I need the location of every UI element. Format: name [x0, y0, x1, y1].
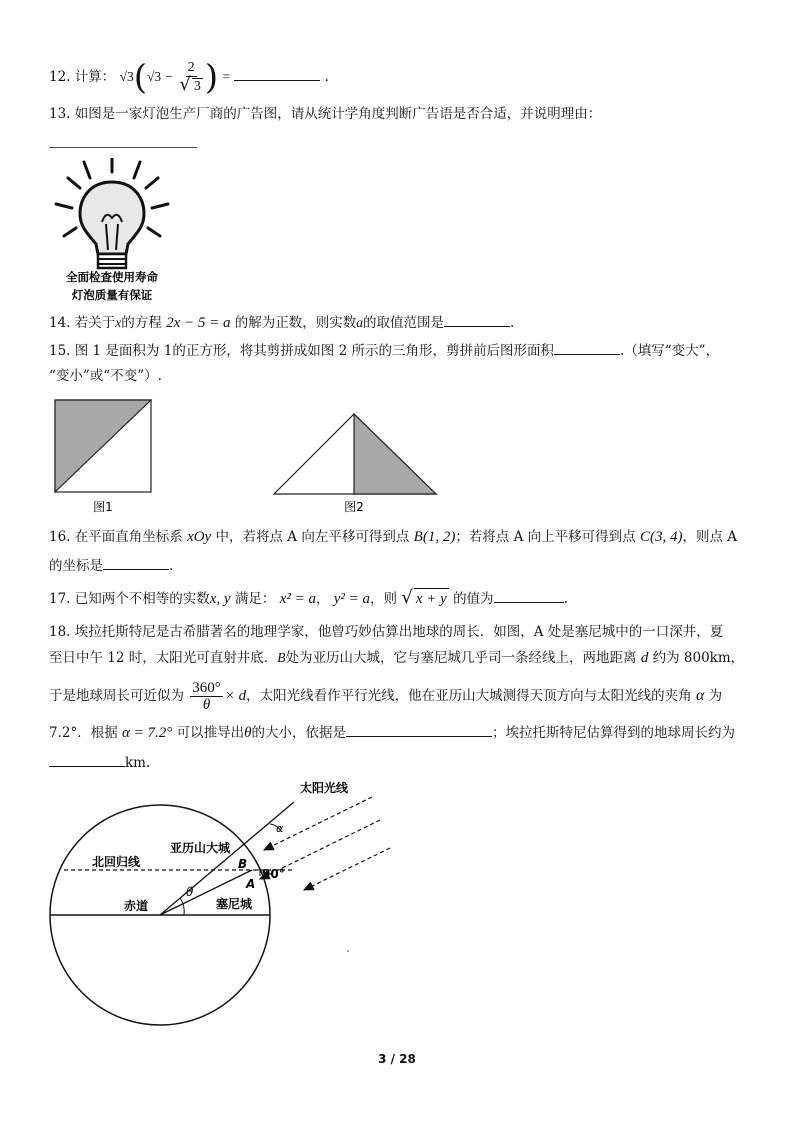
q17-answer-blank[interactable] [494, 588, 564, 603]
q12-numerator: 2 [187, 60, 195, 75]
q17-text-2: 满足： [234, 591, 276, 607]
sun-ray-3 [304, 848, 390, 890]
q18-text-4a: 7.2°．根据 [49, 725, 118, 741]
q18-theta: θ [244, 725, 252, 741]
q17-radical-sign: √ [401, 587, 413, 608]
label-sun-rays: 太阳光线 [300, 781, 349, 795]
q18-text-2e: 约为 800km， [652, 650, 745, 666]
question-18-line2 [49, 648, 744, 668]
q17-text-3: ，则 [370, 591, 398, 607]
q18-var-d: d [640, 650, 649, 666]
q12-denominator: √ 3 [179, 74, 201, 95]
q18-frac-den: θ [202, 697, 211, 713]
label-point-a: A [246, 877, 256, 891]
q18-text-5: km. [125, 755, 151, 771]
ad-caption-line2: 灯泡质量有保证 [71, 288, 153, 302]
q18-times-d: × d [224, 688, 247, 704]
q15-text-1: 15. 图 1 是面积为 1的正方形，将其剪拼成如图 2 所示的三角形，剪拼前后图形面积 [49, 343, 554, 359]
q18-text-1: 18. 埃拉托斯特尼是古希腊著名的地理学家，他曾巧妙估算出地球的周长．如图，A 处是塞尼城中的一口深井，夏 [49, 624, 724, 640]
q12-answer-blank[interactable] [234, 66, 320, 81]
q12-right-paren: ) [204, 57, 219, 98]
question-14 [49, 312, 514, 333]
q16-text-1: 16. 在平面直角坐标系 [49, 529, 183, 545]
q16-text-2: 中，若将点 A 向左平移可得到点 [215, 529, 410, 545]
bulb-base [98, 254, 126, 268]
q17-vars: x, y [209, 591, 231, 607]
q18-text-3a: 于是地球周长可近似为 [49, 688, 184, 704]
q17-eq-1: x² = a [279, 591, 316, 607]
ray-line [148, 228, 160, 236]
q16-end: . [169, 558, 174, 574]
q17-sep: ， [315, 591, 330, 607]
q16-point-c: C(3, 4) [639, 529, 683, 545]
q12-fraction [179, 60, 202, 95]
q16-xoy: xOy [187, 529, 212, 545]
label-90-degree: 90° [262, 867, 285, 881]
q16-text-3: ；若将点 A 向上平移可得到点 [455, 529, 636, 545]
q16-point-b: B(1, 2) [413, 529, 456, 545]
q12-sqrt3-inner: √3 [147, 69, 162, 84]
q18-text-4c: 可以推导出 [176, 725, 245, 741]
label-tropic: 北回归线 [92, 855, 141, 869]
right-angle-mark [254, 870, 260, 876]
question-18-line3 [49, 676, 722, 716]
q16-answer-blank[interactable] [103, 555, 169, 570]
q18-text-4e: ；埃拉托斯特尼估算得到的地球周长约为 [491, 725, 735, 741]
q18-text-2c: 处为亚历山大城，它与塞尼城几乎司一条经线上，两地距离 [285, 650, 637, 666]
question-18-line1 [49, 622, 723, 642]
q12-prefix: 12. 计算： [49, 69, 116, 85]
question-18-line5 [49, 752, 150, 773]
q18-var-b: B [277, 650, 286, 665]
q18-frac-num: 360° [192, 680, 221, 696]
ray-line [152, 204, 168, 208]
fig2-shaded-part [354, 414, 436, 494]
q18-text-2a: 至日中午 12 时，太阳光可直射井底． [49, 650, 278, 666]
q13-answer-blank[interactable] [49, 147, 197, 148]
fig1-label: 图1 [93, 500, 113, 514]
fig2-label: 图2 [344, 500, 364, 514]
q18-alpha-value: α = 7.2° [122, 725, 173, 741]
q14-text-2: 的方程 [121, 315, 162, 331]
q14-equation: 2x − 5 = a [166, 315, 231, 331]
q14-text-1: 14. 若关于 [49, 315, 116, 331]
question-15-line1 [49, 340, 719, 361]
q17-text-1: 17. 已知两个不相等的实数 [49, 591, 210, 607]
label-syene: 塞尼城 [216, 897, 253, 911]
q18-fraction [190, 680, 223, 713]
theta-arc [180, 898, 184, 915]
q14-text-3: 的解为正数，则实数 [234, 315, 357, 331]
q17-end: . [563, 591, 568, 607]
label-equator: 赤道 [124, 899, 149, 913]
q17-eq-2: y² = a [333, 591, 371, 607]
label-alexandria: 亚历山大城 [170, 841, 231, 855]
question-15-line2 [49, 366, 162, 386]
ray-line [68, 178, 80, 188]
question-16-line1 [49, 527, 737, 547]
q18-basis-blank[interactable] [346, 722, 492, 737]
ray-line [64, 228, 76, 236]
q16-text-5: 的坐标是 [49, 558, 103, 574]
q18-circumference-blank[interactable] [49, 752, 125, 767]
ad-caption-line1: 全面检查使用寿命 [66, 270, 158, 284]
ray-line [146, 178, 158, 188]
q17-radicand: x + y [414, 588, 449, 609]
q12-equals: = [222, 69, 231, 84]
q16-text-4: ，则点 A [682, 529, 737, 545]
label-point-b: B [238, 857, 248, 871]
q15-text-2: “变小”或“不变”）. [49, 368, 162, 384]
q13-text: 13. 如图是一家灯泡生产厂商的广告图，请从统计学角度判断广告语是否合适，并说明理由： [49, 106, 602, 122]
q12-minus: − [165, 69, 174, 84]
q15-text-1-end: .（填写“变大”， [619, 343, 720, 359]
q14-end: . [510, 315, 515, 331]
q14-answer-blank[interactable] [444, 312, 510, 327]
label-theta: θ [186, 885, 194, 899]
label-alpha: α [276, 822, 284, 835]
question-16-line2 [49, 555, 173, 576]
ray-line [56, 204, 72, 208]
question-18-line4 [49, 722, 735, 743]
q18-text-3c: ，太阳光线看作平行光线，他在亚历山大城测得天顶方向与太阳光线的夹角 [246, 688, 692, 704]
question-17 [49, 588, 568, 609]
q14-text-4: 的取值范围是 [363, 315, 445, 331]
page-number: 3 / 28 [378, 1052, 416, 1066]
q14-var-x: x [115, 315, 122, 330]
lightbulb-ad-image [50, 158, 178, 306]
question-12 [49, 57, 329, 98]
q12-end: . [324, 69, 329, 85]
q15-answer-blank[interactable] [554, 340, 620, 355]
ray-line [84, 162, 90, 178]
q18-text-3d: 为 [708, 688, 723, 704]
question-13 [49, 104, 601, 124]
q12-left-paren: ( [133, 57, 147, 98]
q12-sqrt3: √3 [119, 69, 134, 84]
q14-var-a: a [356, 315, 364, 330]
ray-line [134, 162, 140, 178]
q17-text-4: 的值为 [453, 591, 494, 607]
q15-figures [50, 398, 450, 520]
q18-alpha: α [695, 687, 705, 704]
eratosthenes-diagram [40, 772, 460, 1042]
q18-text-4d: 的大小，依据是 [251, 725, 346, 741]
